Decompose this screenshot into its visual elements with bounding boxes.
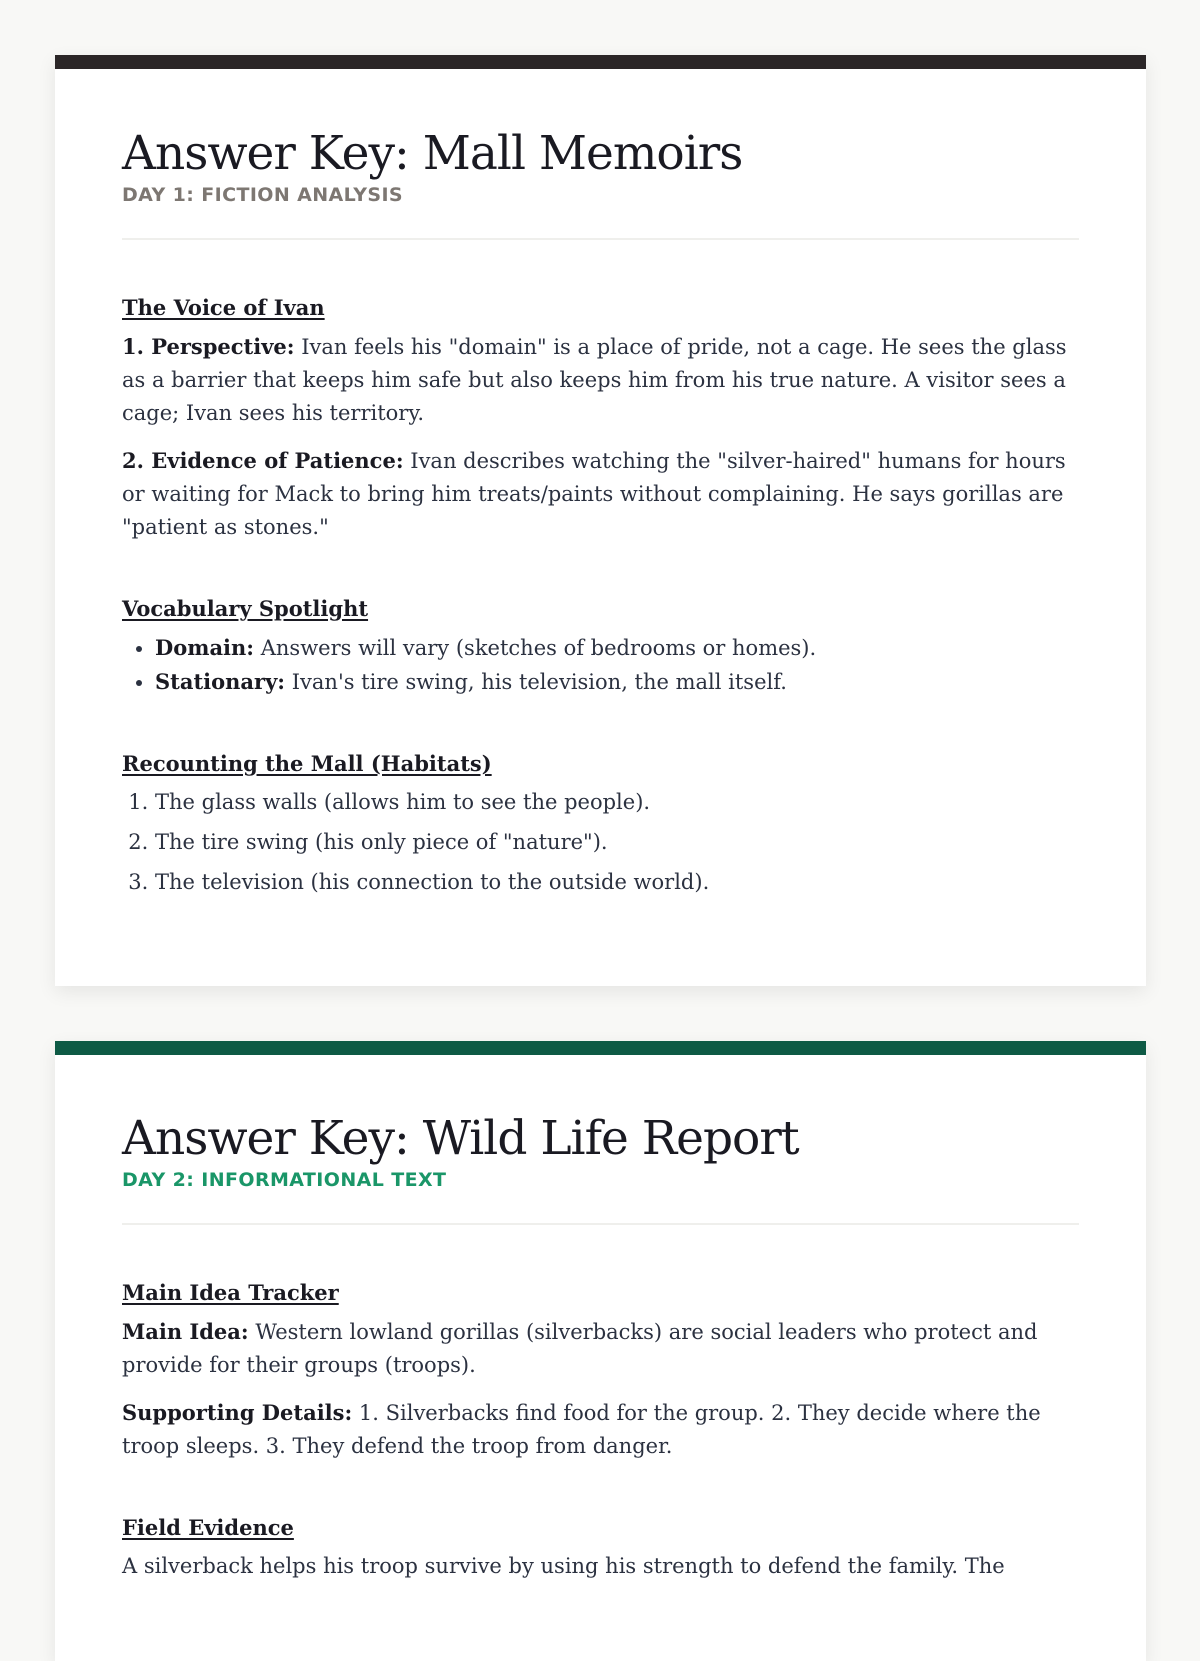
section-field-evidence (122, 1515, 1079, 1583)
card-title: Answer Key: Mall Memoirs (122, 126, 743, 181)
answer-key-card-mall-memoirs (55, 55, 1146, 986)
section-heading: Vocabulary Spotlight (122, 595, 369, 621)
divider (122, 238, 1079, 240)
list-item (155, 665, 1079, 699)
answer-text: Ivan feels his "domain" is a place of pride, not a cage. He sees the glass as a barrier that keeps him safe but also keeps him from his true nature. A visitor sees a cage; Ivan sees his territory. (122, 334, 1067, 425)
answer-key-card-wild-life-report (55, 1041, 1146, 1661)
card-subtitle: DAY 1: FICTION ANALYSIS (122, 183, 404, 206)
section-voice-of-ivan (122, 295, 1079, 544)
answer-label: 1. Perspective: (122, 333, 295, 359)
card-subtitle: DAY 2: INFORMATIONAL TEXT (122, 1168, 447, 1191)
vocabulary-list (122, 631, 1079, 699)
answer-paragraph (122, 1396, 1079, 1463)
list-item: 1. The glass walls (allows him to see the people). (155, 786, 1079, 819)
answer-label: 2. Evidence of Patience: (122, 447, 404, 473)
answer-label: Supporting Details: (122, 1399, 353, 1425)
section-heading: Recounting the Mall (Habitats) (122, 750, 492, 776)
answer-label: Main Idea: (122, 1318, 249, 1344)
list-item: 2. The tire swing (his only piece of "nature"). (155, 826, 1079, 859)
section-recounting-the-mall (122, 751, 1079, 899)
term-answer: Ivan's tire swing, his television, the mall itself. (285, 669, 787, 694)
section-main-idea-tracker (122, 1280, 1079, 1463)
card-title: Answer Key: Wild Life Report (122, 1111, 799, 1166)
section-heading: Main Idea Tracker (122, 1279, 339, 1305)
section-vocabulary-spotlight (122, 596, 1079, 699)
section-heading: Field Evidence (122, 1514, 294, 1540)
habitat-list (122, 786, 1079, 899)
section-heading: The Voice of Ivan (122, 294, 325, 320)
term-label: Stationary: (155, 668, 286, 694)
answer-text: Western lowland gorillas (silverbacks) are social leaders who protect and provide for their groups (troops). (122, 1319, 1038, 1377)
answer-text: Ivan describes watching the "silver-haired" humans for hours or waiting for Mack to bring him treats/paints without complaining. He says gorillas are "patient as stones." (122, 448, 1066, 539)
term-answer: Answers will vary (sketches of bedrooms or homes). (254, 635, 817, 660)
term-label: Domain: (155, 634, 255, 660)
answer-paragraph (122, 330, 1079, 430)
list-item: 3. The television (his connection to the outside world). (155, 866, 1079, 899)
answer-text: 1. Silverbacks find food for the group. 2. They decide where the troop sleeps. 3. They defend the troop from danger. (122, 1400, 1041, 1458)
divider (122, 1223, 1079, 1225)
answer-paragraph (122, 444, 1079, 544)
evidence-paragraph: A silverback helps his troop survive by using his strength to defend the family. The (122, 1553, 1005, 1578)
list-item (155, 631, 1079, 665)
answer-paragraph (122, 1315, 1079, 1382)
